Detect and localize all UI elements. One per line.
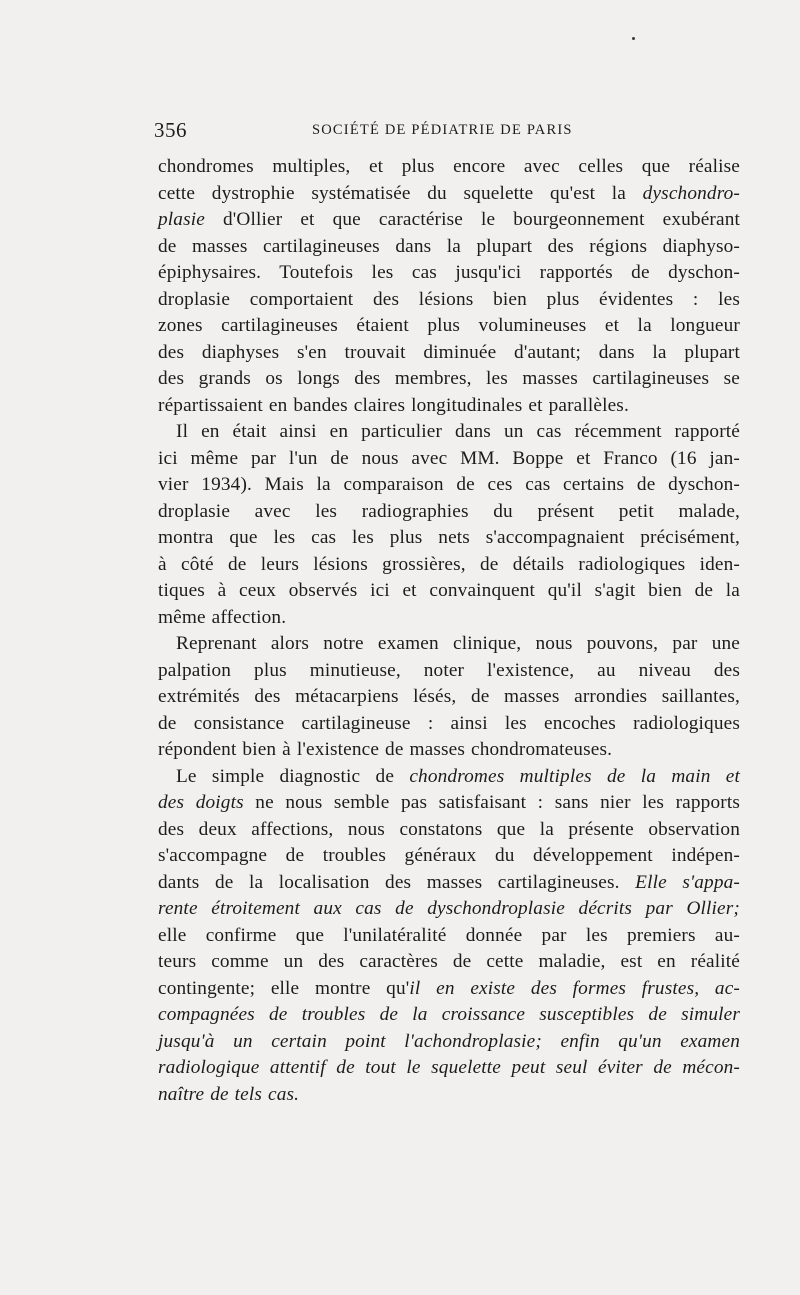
text-run: Reprenant alors notre examen clinique, nous pouvons, par une	[176, 633, 740, 654]
text-run: des diaphyses s'en trouvait diminuée d'autant; dans la plupart	[158, 341, 740, 363]
text-line	[158, 1029, 740, 1056]
italic-text: radiologique attentif de tout le squelette peut seul éviter de mécon-	[158, 1057, 740, 1078]
text-line	[158, 552, 740, 579]
text-run: de consistance cartilagineuse : ainsi les encoches radiologiques	[158, 712, 740, 734]
text-line	[158, 870, 740, 897]
italic-text: dyschondro-	[642, 182, 740, 204]
text-run: répondent bien à l'existence de masses chondromateuses.	[158, 739, 613, 760]
italic-text: rente étroitement aux cas de dyschondroplasie décrits par Ollier;	[158, 898, 740, 919]
paragraph	[158, 764, 740, 1109]
text-run: de masses cartilagineuses dans la plupart des régions diaphyso-	[158, 235, 740, 257]
text-run: épiphysaires. Toutefois les cas jusqu'ici rapportés de dyschon-	[158, 262, 740, 283]
text-line	[158, 499, 740, 526]
text-line	[158, 287, 740, 314]
text-run: elle confirme que l'unilatéralité donnée par les premiers au-	[158, 924, 740, 946]
text-line	[158, 366, 740, 393]
paragraph	[158, 631, 740, 764]
text-line	[158, 790, 740, 817]
text-line	[158, 525, 740, 552]
text-line	[158, 154, 740, 181]
text-line	[158, 764, 740, 791]
text-line	[158, 446, 740, 473]
page-number: 356	[154, 118, 187, 142]
italic-text: il en existe des formes frustes, ac-	[409, 977, 740, 999]
text-line	[158, 631, 740, 658]
text-run: teurs comme un des caractères de cette maladie, est en réalité	[158, 951, 740, 972]
body-text	[158, 154, 740, 1108]
text-run: droplasie avec les radiographies du présent petit malade,	[158, 500, 740, 522]
text-line	[158, 340, 740, 367]
italic-text: jusqu'à un certain point l'achondroplasie; enfin qu'un examen	[158, 1030, 740, 1052]
italic-text: plasie	[158, 209, 205, 230]
text-run: même affection.	[158, 606, 287, 628]
text-run: ici même par l'un de nous avec MM. Boppe et Franco (16 jan-	[158, 447, 740, 469]
ink-speck	[632, 37, 635, 40]
text-run: montra que les cas les plus nets s'accompagnaient précisément,	[158, 527, 740, 548]
text-run: palpation plus minutieuse, noter l'existence, au niveau des	[158, 659, 740, 681]
text-run: zones cartilagineuses étaient plus volumineuses et la longueur	[158, 315, 740, 336]
text-run: répartissaient en bandes claires longitudinales et parallèles.	[158, 394, 629, 416]
text-line	[158, 976, 740, 1003]
text-run: contingente; elle montre qu'	[158, 977, 410, 999]
text-run: à côté de leurs lésions grossières, de détails radiologiques iden-	[158, 553, 740, 575]
text-line	[158, 737, 740, 764]
text-run: Le simple diagnostic de	[176, 765, 410, 787]
text-line	[158, 949, 740, 976]
text-line	[158, 234, 740, 261]
text-run: vier 1934). Mais la comparaison de ces cas certains de dyschon-	[158, 474, 740, 495]
paragraph	[158, 154, 740, 419]
text-line	[158, 313, 740, 340]
text-run: tiques à ceux observés ici et convainquent qu'il s'agit bien de la	[158, 580, 740, 601]
italic-text: chondromes multiples de la main et	[409, 765, 740, 787]
text-line	[158, 1055, 740, 1082]
italic-text: compagnées de troubles de la croissance susceptibles de simuler	[158, 1004, 740, 1025]
text-line	[158, 472, 740, 499]
text-line	[158, 578, 740, 605]
text-run: chondromes multiples, et plus encore avec celles que réalise	[158, 156, 740, 177]
text-line	[158, 923, 740, 950]
text-line	[158, 207, 740, 234]
text-line	[158, 658, 740, 685]
text-run: des grands os longs des membres, les masses cartilagineuses se	[158, 368, 740, 389]
text-line	[158, 605, 740, 632]
text-run: extrémités des métacarpiens lésés, de masses arrondies saillantes,	[158, 686, 740, 707]
text-line	[158, 393, 740, 420]
italic-text: Elle s'appa-	[635, 871, 740, 893]
text-line	[158, 1082, 740, 1109]
text-line	[158, 419, 740, 446]
text-line	[158, 896, 740, 923]
text-run: Il en était ainsi en particulier dans un cas récemment rapporté	[176, 421, 740, 442]
text-line	[158, 181, 740, 208]
text-line	[158, 817, 740, 844]
italic-text: des doigts	[158, 792, 244, 813]
text-line	[158, 843, 740, 870]
text-run: dants de la localisation des masses cartilagineuses.	[158, 871, 636, 893]
text-line	[158, 260, 740, 287]
paragraph	[158, 419, 740, 631]
text-line	[158, 684, 740, 711]
text-run: droplasie comportaient des lésions bien plus évidentes : les	[158, 288, 740, 310]
running-head: SOCIÉTÉ DE PÉDIATRIE DE PARIS	[312, 122, 573, 138]
text-run: d'Ollier et que caractérise le bourgeonnement exubérant	[204, 209, 740, 230]
text-line	[158, 711, 740, 738]
italic-text: naître de tels cas.	[158, 1083, 300, 1105]
page-header	[154, 118, 740, 142]
text-run: des deux affections, nous constatons que la présente observation	[158, 818, 740, 840]
text-run: s'accompagne de troubles généraux du développement indépen-	[158, 845, 740, 866]
text-run: ne nous semble pas satisfaisant : sans nier les rapports	[243, 792, 740, 813]
text-run: cette dystrophie systématisée du squelette qu'est la	[158, 182, 643, 204]
text-line	[158, 1002, 740, 1029]
